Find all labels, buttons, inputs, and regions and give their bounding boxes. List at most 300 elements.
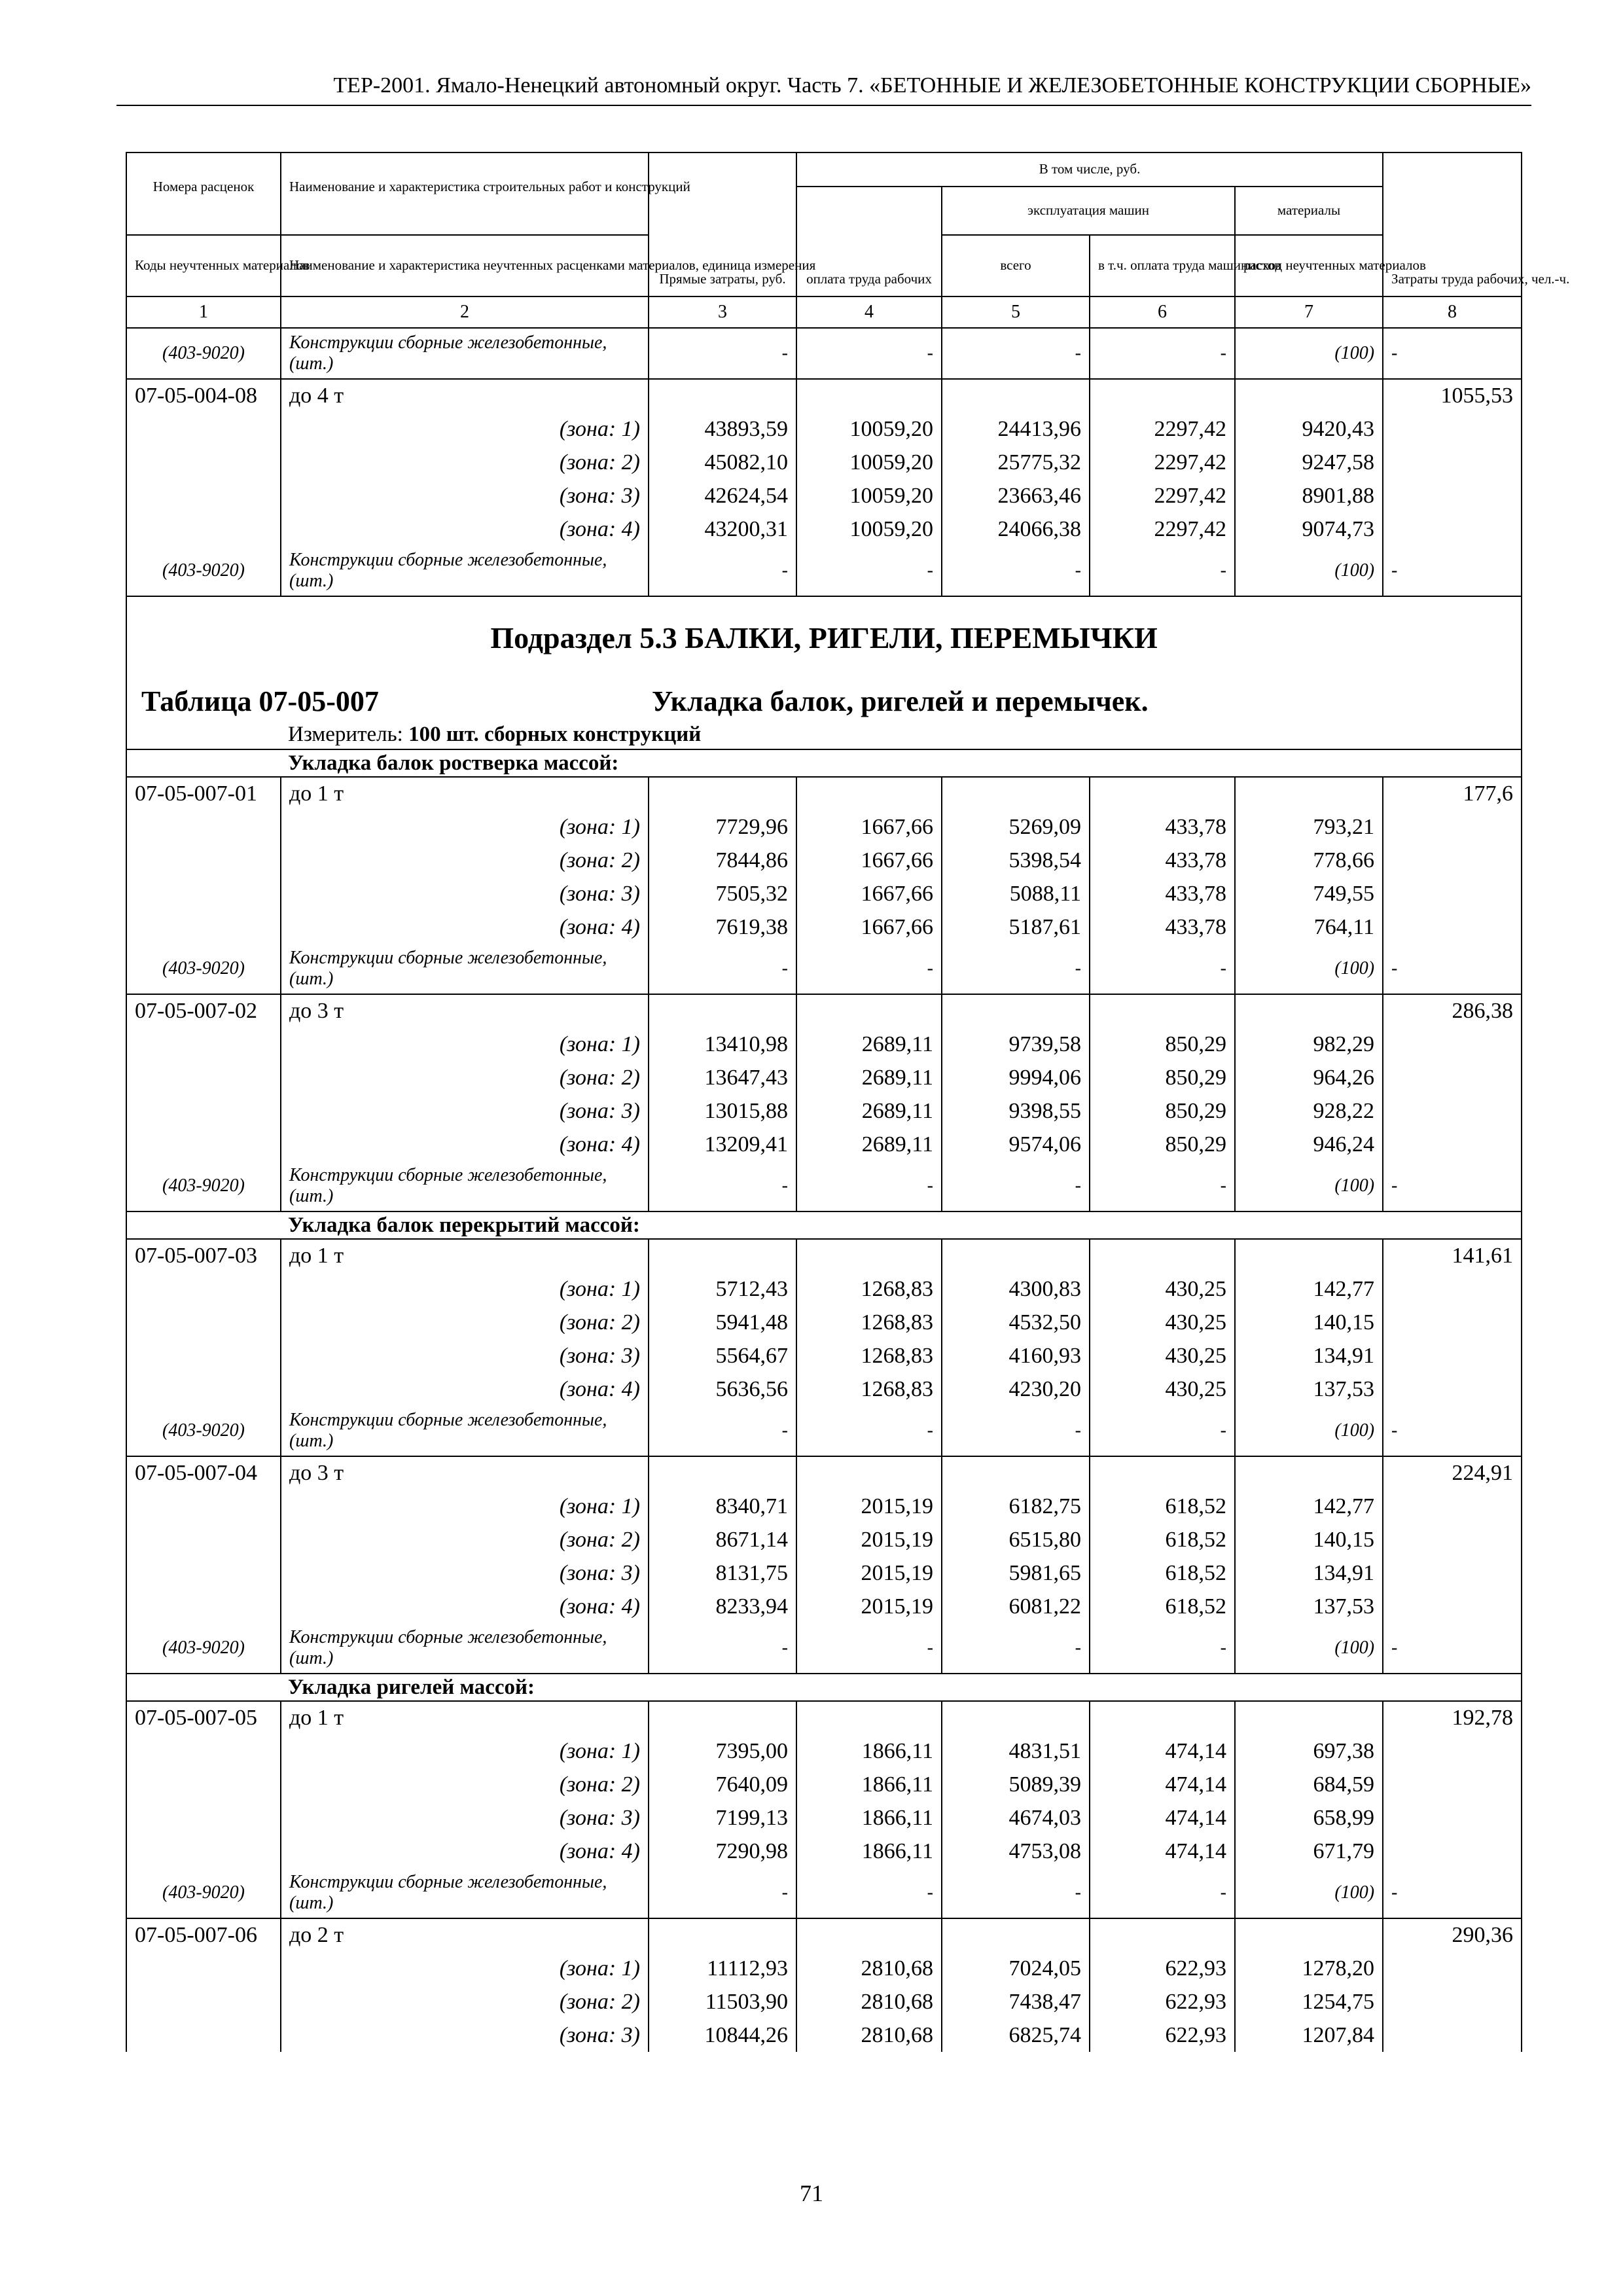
rate-name: до 1 т (281, 1701, 649, 1734)
empty-cell (796, 777, 942, 810)
machine-cost: 4300,83 (942, 1272, 1090, 1306)
column-number: 7 (1235, 296, 1383, 328)
material-dash: - (649, 328, 796, 379)
empty-cell (126, 2018, 281, 2052)
empty-cell (942, 379, 1090, 412)
machine-cost: 5089,39 (942, 1768, 1090, 1801)
machine-cost: 24413,96 (942, 412, 1090, 446)
empty-cell (126, 1061, 281, 1094)
subsection-row (126, 1211, 1522, 1239)
material-dash: - (796, 1623, 942, 1674)
zone-row (126, 877, 1522, 910)
direct-cost: 43893,59 (649, 412, 796, 446)
material-name: Конструкции сборные железобетонные, (шт.) (281, 1406, 649, 1456)
machine-cost: 6515,80 (942, 1523, 1090, 1556)
material-code: (403-9020) (126, 1406, 281, 1456)
material-qty: (100) (1235, 1161, 1383, 1211)
labor-cost: 141,61 (1383, 1239, 1522, 1272)
zone-row (126, 512, 1522, 546)
machine-cost: 9994,06 (942, 1061, 1090, 1094)
page-number: 71 (800, 2180, 823, 2206)
material-dash: - (1383, 328, 1522, 379)
operator-wage: 474,14 (1090, 1835, 1235, 1868)
empty-cell (796, 1456, 942, 1490)
zone-row (126, 1523, 1522, 1556)
material-cost: 140,15 (1235, 1306, 1383, 1339)
column-number: 5 (942, 296, 1090, 328)
zone-label: (зона: 1) (281, 810, 649, 844)
material-dash: - (942, 1868, 1090, 1918)
page-header: ТЕР-2001. Ямало-Ненецкий автономный округ. Часть 7. «БЕТОННЫЕ И ЖЕЛЕЗОБЕТОННЫЕ КОНСТРУКЦИИ СБОРНЫЕ» (333, 73, 1531, 98)
material-dash: - (796, 1868, 942, 1918)
price-table (126, 152, 1570, 2052)
material-dash: - (942, 1406, 1090, 1456)
material-cost: 778,66 (1235, 844, 1383, 877)
empty-cell (796, 994, 942, 1028)
material-cost: 137,53 (1235, 1372, 1383, 1406)
material-dash: - (796, 1161, 942, 1211)
operator-wage: 622,93 (1090, 1952, 1235, 1985)
empty-cell (126, 412, 281, 446)
empty-cell (942, 1239, 1090, 1272)
material-qty: (100) (1235, 546, 1383, 596)
direct-cost: 45082,10 (649, 446, 796, 479)
material-code: (403-9020) (126, 1623, 281, 1674)
direct-cost: 7619,38 (649, 910, 796, 944)
subsection-row (126, 749, 1522, 777)
header-col1-top: Номера расценок (126, 152, 281, 235)
empty-cell (1090, 1918, 1235, 1952)
subsection-title: Укладка ригелей массой: (126, 1674, 1522, 1701)
zone-row (126, 1768, 1522, 1801)
machine-cost: 4160,93 (942, 1339, 1090, 1372)
material-row (126, 944, 1522, 994)
zone-label: (зона: 1) (281, 1734, 649, 1768)
zone-label: (зона: 3) (281, 479, 649, 512)
rate-code: 07-05-007-06 (126, 1918, 281, 1952)
header-row-1 (126, 152, 1522, 187)
wage-cost: 2015,19 (796, 1523, 942, 1556)
header-materials: материалы (1235, 187, 1383, 235)
empty-cell (942, 994, 1090, 1028)
empty-cell (126, 1339, 281, 1372)
machine-cost: 5088,11 (942, 877, 1090, 910)
operator-wage: 850,29 (1090, 1028, 1235, 1061)
header-col7: расход неучтенных материалов (1235, 235, 1383, 296)
direct-cost: 7290,98 (649, 1835, 796, 1868)
section-cell (126, 596, 1522, 749)
operator-wage: 433,78 (1090, 844, 1235, 877)
zone-row (126, 1556, 1522, 1590)
material-cost: 928,22 (1235, 1094, 1383, 1128)
material-cost: 9247,58 (1235, 446, 1383, 479)
empty-cell (1383, 1835, 1522, 1868)
empty-cell (1383, 512, 1522, 546)
empty-cell (126, 1028, 281, 1061)
empty-cell (126, 1272, 281, 1306)
header-machines: эксплуатация машин (942, 187, 1235, 235)
wage-cost: 2015,19 (796, 1490, 942, 1523)
labor-cost: 1055,53 (1383, 379, 1522, 412)
empty-cell (1383, 1952, 1522, 1985)
machine-cost: 6081,22 (942, 1590, 1090, 1623)
empty-cell (126, 512, 281, 546)
empty-cell (649, 379, 796, 412)
empty-cell (1383, 910, 1522, 944)
empty-cell (796, 1239, 942, 1272)
material-cost: 793,21 (1235, 810, 1383, 844)
material-code: (403-9020) (126, 328, 281, 379)
material-cost: 982,29 (1235, 1028, 1383, 1061)
machine-cost: 5981,65 (942, 1556, 1090, 1590)
operator-wage: 622,93 (1090, 1985, 1235, 2018)
column-number: 2 (281, 296, 649, 328)
direct-cost: 11503,90 (649, 1985, 796, 2018)
material-dash: - (649, 1868, 796, 1918)
rate-code: 07-05-004-08 (126, 379, 281, 412)
empty-cell (126, 1556, 281, 1590)
rate-name: до 2 т (281, 1918, 649, 1952)
direct-cost: 8340,71 (649, 1490, 796, 1523)
material-dash: - (1090, 1623, 1235, 1674)
wage-cost: 1268,83 (796, 1372, 942, 1406)
zone-row (126, 810, 1522, 844)
measure (288, 723, 701, 747)
wage-cost: 2810,68 (796, 1952, 942, 1985)
subsection-title: Укладка балок ростверка массой: (126, 749, 1522, 777)
material-row (126, 1868, 1522, 1918)
wage-cost: 10059,20 (796, 446, 942, 479)
measure-value: 100 шт. сборных конструкций (408, 723, 702, 746)
empty-cell (126, 1835, 281, 1868)
empty-cell (1090, 777, 1235, 810)
header-col5: всего (942, 235, 1090, 296)
zone-row (126, 1339, 1522, 1372)
material-qty: (100) (1235, 1868, 1383, 1918)
wage-cost: 2689,11 (796, 1028, 942, 1061)
zone-label: (зона: 3) (281, 1339, 649, 1372)
zone-label: (зона: 1) (281, 1490, 649, 1523)
zone-label: (зона: 4) (281, 910, 649, 944)
column-number: 1 (126, 296, 281, 328)
machine-cost: 24066,38 (942, 512, 1090, 546)
zone-row (126, 1490, 1522, 1523)
empty-cell (126, 1590, 281, 1623)
wage-cost: 1268,83 (796, 1272, 942, 1306)
operator-wage: 618,52 (1090, 1590, 1235, 1623)
direct-cost: 5712,43 (649, 1272, 796, 1306)
column-numbers-row (126, 296, 1522, 328)
material-cost: 684,59 (1235, 1768, 1383, 1801)
header-col2-top: Наименование и характеристика строительных работ и конструкций (281, 152, 649, 235)
wage-cost: 2810,68 (796, 1985, 942, 2018)
material-dash: - (1090, 546, 1235, 596)
operator-wage: 433,78 (1090, 810, 1235, 844)
material-cost: 9420,43 (1235, 412, 1383, 446)
empty-cell (1383, 844, 1522, 877)
material-name: Конструкции сборные железобетонные, (шт.) (281, 328, 649, 379)
subsection-title: Укладка балок перекрытий массой: (126, 1211, 1522, 1239)
material-qty: (100) (1235, 944, 1383, 994)
operator-wage: 430,25 (1090, 1306, 1235, 1339)
zone-row (126, 1094, 1522, 1128)
material-cost: 9074,73 (1235, 512, 1383, 546)
zone-row (126, 1128, 1522, 1161)
material-qty: (100) (1235, 1406, 1383, 1456)
machine-cost: 9574,06 (942, 1128, 1090, 1161)
material-dash: - (649, 944, 796, 994)
material-code: (403-9020) (126, 944, 281, 994)
empty-cell (126, 1372, 281, 1406)
zone-row (126, 1272, 1522, 1306)
operator-wage: 433,78 (1090, 877, 1235, 910)
empty-cell (649, 1918, 796, 1952)
wage-cost: 1866,11 (796, 1734, 942, 1768)
empty-cell (1383, 1272, 1522, 1306)
wage-cost: 1667,66 (796, 877, 942, 910)
operator-wage: 474,14 (1090, 1801, 1235, 1835)
zone-label: (зона: 1) (281, 1952, 649, 1985)
zone-label: (зона: 2) (281, 1523, 649, 1556)
wage-cost: 1268,83 (796, 1306, 942, 1339)
wage-cost: 2689,11 (796, 1094, 942, 1128)
material-dash: - (796, 328, 942, 379)
direct-cost: 5636,56 (649, 1372, 796, 1406)
machine-cost: 4674,03 (942, 1801, 1090, 1835)
empty-cell (1383, 1985, 1522, 2018)
empty-cell (1383, 1590, 1522, 1623)
subsection-row (126, 1674, 1522, 1701)
wage-cost: 1866,11 (796, 1835, 942, 1868)
zone-row (126, 1306, 1522, 1339)
header-col3: Прямые затраты, руб. (649, 152, 796, 296)
rate-row (126, 777, 1522, 810)
table-label: Таблица 07-05-007 (141, 685, 379, 717)
empty-cell (1383, 1339, 1522, 1372)
wage-cost: 1667,66 (796, 910, 942, 944)
material-dash: - (796, 1406, 942, 1456)
empty-cell (649, 994, 796, 1028)
direct-cost: 7505,32 (649, 877, 796, 910)
operator-wage: 474,14 (1090, 1768, 1235, 1801)
direct-cost: 5941,48 (649, 1306, 796, 1339)
material-dash: - (649, 546, 796, 596)
empty-cell (126, 844, 281, 877)
column-number: 8 (1383, 296, 1522, 328)
operator-wage: 850,29 (1090, 1128, 1235, 1161)
material-dash: - (1383, 546, 1522, 596)
direct-cost: 13209,41 (649, 1128, 796, 1161)
material-row (126, 1406, 1522, 1456)
empty-cell (796, 379, 942, 412)
material-name: Конструкции сборные железобетонные, (шт.) (281, 944, 649, 994)
zone-label: (зона: 4) (281, 1128, 649, 1161)
table-name: Укладка балок, ригелей и перемычек. (652, 685, 1149, 717)
direct-cost: 8233,94 (649, 1590, 796, 1623)
machine-cost: 4831,51 (942, 1734, 1090, 1768)
machine-cost: 4753,08 (942, 1835, 1090, 1868)
machine-cost: 9398,55 (942, 1094, 1090, 1128)
material-row (126, 328, 1522, 379)
empty-cell (796, 1701, 942, 1734)
empty-cell (1383, 2018, 1522, 2052)
zone-label: (зона: 3) (281, 1801, 649, 1835)
material-qty: (100) (1235, 1623, 1383, 1674)
machine-cost: 4230,20 (942, 1372, 1090, 1406)
empty-cell (942, 777, 1090, 810)
operator-wage: 622,93 (1090, 2018, 1235, 2052)
zone-label: (зона: 2) (281, 1768, 649, 1801)
zone-label: (зона: 4) (281, 1590, 649, 1623)
rate-name: до 3 т (281, 994, 649, 1028)
wage-cost: 1268,83 (796, 1339, 942, 1372)
material-cost: 964,26 (1235, 1061, 1383, 1094)
rate-code: 07-05-007-01 (126, 777, 281, 810)
machine-cost: 6825,74 (942, 2018, 1090, 2052)
empty-cell (1235, 994, 1383, 1028)
wage-cost: 2689,11 (796, 1061, 942, 1094)
zone-row (126, 910, 1522, 944)
direct-cost: 43200,31 (649, 512, 796, 546)
operator-wage: 474,14 (1090, 1734, 1235, 1768)
empty-cell (126, 910, 281, 944)
zone-label: (зона: 3) (281, 1556, 649, 1590)
zone-row (126, 1952, 1522, 1985)
empty-cell (126, 1094, 281, 1128)
zone-row (126, 1028, 1522, 1061)
empty-cell (1383, 1801, 1522, 1835)
empty-cell (1383, 446, 1522, 479)
rate-row (126, 1918, 1522, 1952)
material-cost: 1254,75 (1235, 1985, 1383, 2018)
rate-code: 07-05-007-03 (126, 1239, 281, 1272)
material-dash: - (1090, 1868, 1235, 1918)
machine-cost: 5398,54 (942, 844, 1090, 877)
material-dash: - (1383, 1161, 1522, 1211)
material-code: (403-9020) (126, 1161, 281, 1211)
empty-cell (1235, 1701, 1383, 1734)
empty-cell (1383, 1061, 1522, 1094)
operator-wage: 430,25 (1090, 1272, 1235, 1306)
empty-cell (1383, 1768, 1522, 1801)
material-dash: - (796, 944, 942, 994)
rate-code: 07-05-007-02 (126, 994, 281, 1028)
direct-cost: 13015,88 (649, 1094, 796, 1128)
material-cost: 671,79 (1235, 1835, 1383, 1868)
zone-label: (зона: 2) (281, 1985, 649, 2018)
operator-wage: 618,52 (1090, 1556, 1235, 1590)
machine-cost: 6182,75 (942, 1490, 1090, 1523)
header-col6: в т.ч. оплата труда машинистов (1090, 235, 1235, 296)
wage-cost: 2689,11 (796, 1128, 942, 1161)
labor-cost: 286,38 (1383, 994, 1522, 1028)
empty-cell (1383, 1372, 1522, 1406)
header-col8: Затраты труда рабочих, чел.-ч. (1383, 152, 1522, 296)
material-dash: - (1383, 1623, 1522, 1674)
empty-cell (126, 446, 281, 479)
rate-name: до 1 т (281, 1239, 649, 1272)
rate-name: до 4 т (281, 379, 649, 412)
section-row (126, 596, 1522, 749)
machine-cost: 5187,61 (942, 910, 1090, 944)
rate-name: до 3 т (281, 1456, 649, 1490)
empty-cell (1090, 1701, 1235, 1734)
empty-cell (649, 1456, 796, 1490)
labor-cost: 290,36 (1383, 1918, 1522, 1952)
material-dash: - (649, 1623, 796, 1674)
material-dash: - (1090, 1161, 1235, 1211)
wage-cost: 2015,19 (796, 1590, 942, 1623)
labor-cost: 177,6 (1383, 777, 1522, 810)
zone-row (126, 1734, 1522, 1768)
zone-label: (зона: 3) (281, 877, 649, 910)
material-dash: - (1383, 944, 1522, 994)
empty-cell (1090, 1456, 1235, 1490)
operator-wage: 2297,42 (1090, 479, 1235, 512)
material-dash: - (1090, 944, 1235, 994)
material-row (126, 546, 1522, 596)
direct-cost: 13410,98 (649, 1028, 796, 1061)
empty-cell (1235, 777, 1383, 810)
rate-code: 07-05-007-04 (126, 1456, 281, 1490)
material-cost: 946,24 (1235, 1128, 1383, 1161)
empty-cell (942, 1456, 1090, 1490)
material-dash: - (649, 1406, 796, 1456)
empty-cell (1383, 1734, 1522, 1768)
operator-wage: 618,52 (1090, 1523, 1235, 1556)
wage-cost: 10059,20 (796, 412, 942, 446)
direct-cost: 11112,93 (649, 1952, 796, 1985)
material-name: Конструкции сборные железобетонные, (шт.) (281, 1868, 649, 1918)
rate-row (126, 994, 1522, 1028)
material-qty: (100) (1235, 328, 1383, 379)
direct-cost: 7729,96 (649, 810, 796, 844)
direct-cost: 10844,26 (649, 2018, 796, 2052)
empty-cell (1383, 479, 1522, 512)
zone-row (126, 1801, 1522, 1835)
operator-wage: 430,25 (1090, 1372, 1235, 1406)
material-dash: - (796, 546, 942, 596)
labor-cost: 192,78 (1383, 1701, 1522, 1734)
material-cost: 137,53 (1235, 1590, 1383, 1623)
material-cost: 134,91 (1235, 1556, 1383, 1590)
operator-wage: 2297,42 (1090, 512, 1235, 546)
machine-cost: 7024,05 (942, 1952, 1090, 1985)
direct-cost: 8671,14 (649, 1523, 796, 1556)
machine-cost: 7438,47 (942, 1985, 1090, 2018)
empty-cell (1383, 1028, 1522, 1061)
header-col1-bottom: Коды неучтенных материалов (126, 235, 281, 296)
empty-cell (649, 1239, 796, 1272)
material-dash: - (942, 328, 1090, 379)
operator-wage: 618,52 (1090, 1490, 1235, 1523)
material-cost: 142,77 (1235, 1272, 1383, 1306)
empty-cell (126, 1801, 281, 1835)
machine-cost: 25775,32 (942, 446, 1090, 479)
zone-label: (зона: 2) (281, 844, 649, 877)
material-dash: - (942, 1623, 1090, 1674)
material-code: (403-9020) (126, 1868, 281, 1918)
material-cost: 764,11 (1235, 910, 1383, 944)
header-incl: В том числе, руб. (796, 152, 1383, 187)
material-name: Конструкции сборные железобетонные, (шт.) (281, 1161, 649, 1211)
machine-cost: 23663,46 (942, 479, 1090, 512)
header-rule (116, 105, 1531, 106)
empty-cell (1383, 1556, 1522, 1590)
empty-cell (1383, 1306, 1522, 1339)
empty-cell (1090, 994, 1235, 1028)
operator-wage: 850,29 (1090, 1061, 1235, 1094)
